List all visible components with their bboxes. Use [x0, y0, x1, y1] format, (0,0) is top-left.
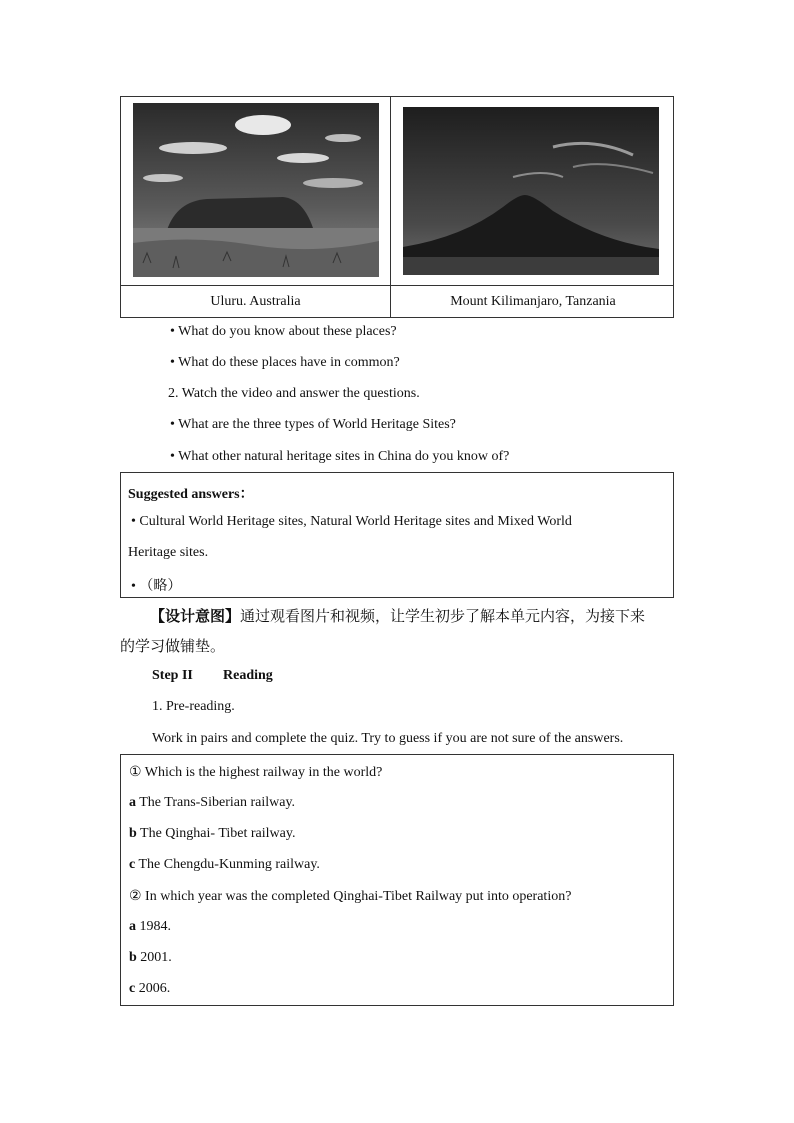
- quiz-q2-option-b: [129, 950, 172, 966]
- design-intent-label: 【设计意图】: [150, 607, 241, 625]
- kilimanjaro-photo: [403, 107, 659, 275]
- caption-uluru: Uluru. Australia: [210, 294, 301, 309]
- quiz-q2-option-a: [129, 919, 171, 935]
- table-divider-horizontal: [121, 285, 673, 286]
- option-letter: b: [129, 826, 137, 841]
- quiz-q1-option-b: [129, 826, 295, 842]
- design-intent-line1: [150, 605, 645, 626]
- question-china-sites: • What other natural heritage sites in China do you know of?: [170, 449, 510, 464]
- table-divider-vertical: [390, 97, 391, 317]
- quiz-instruction: Work in pairs and complete the quiz. Try to guess if you are not sure of the answers.: [152, 731, 624, 746]
- quiz-question-2: ② In which year was the completed Qinghai-Tibet Railway put into operation?: [129, 889, 572, 904]
- question-in-common: • What do these places have in common?: [170, 355, 400, 370]
- quiz-q1-option-c: [129, 857, 320, 873]
- option-letter: a: [129, 795, 136, 810]
- option-text: 2006.: [135, 981, 171, 996]
- suggested-answer-1-cont: Heritage sites.: [128, 545, 209, 560]
- uluru-photo: [133, 103, 379, 277]
- design-intent-text2: 的学习做铺垫。: [120, 637, 226, 655]
- suggested-answers-box: [120, 472, 674, 598]
- quiz-box: [120, 754, 674, 1006]
- quiz-q1-option-a: [129, 795, 295, 811]
- quiz-question-1: ① Which is the highest railway in the world?: [129, 765, 383, 780]
- option-text: The Trans-Siberian railway.: [136, 795, 296, 810]
- step-title: Reading: [223, 668, 273, 683]
- option-text: 1984.: [136, 919, 171, 934]
- option-letter: c: [129, 981, 136, 996]
- option-letter: b: [129, 950, 137, 965]
- pre-reading-heading: 1. Pre-reading.: [152, 699, 235, 714]
- option-text: The Qinghai- Tibet railway.: [136, 826, 296, 841]
- caption-kilimanjaro: Mount Kilimanjaro, Tanzania: [450, 294, 616, 309]
- step-label: Step II: [152, 668, 193, 683]
- option-text: The Chengdu-Kunming railway.: [135, 857, 320, 872]
- design-intent-text1: 通过观看图片和视频，让学生初步了解本单元内容，为接下来: [240, 607, 646, 625]
- suggested-answers-heading: Suggested answers：: [128, 487, 254, 502]
- suggested-answer-2: • （略）: [131, 579, 182, 594]
- instruction-watch-video: 2. Watch the video and answer the questions.: [168, 386, 420, 401]
- option-text: 2001.: [136, 950, 172, 965]
- suggested-answer-1: • Cultural World Heritage sites, Natural World Heritage sites and Mixed World: [131, 514, 572, 529]
- quiz-q2-option-c: [129, 981, 170, 997]
- photo-table: [120, 96, 674, 318]
- question-know-places: • What do you know about these places?: [170, 324, 397, 339]
- option-letter: a: [129, 919, 136, 934]
- option-letter: c: [129, 857, 136, 872]
- question-heritage-types: • What are the three types of World Heritage Sites?: [170, 417, 456, 432]
